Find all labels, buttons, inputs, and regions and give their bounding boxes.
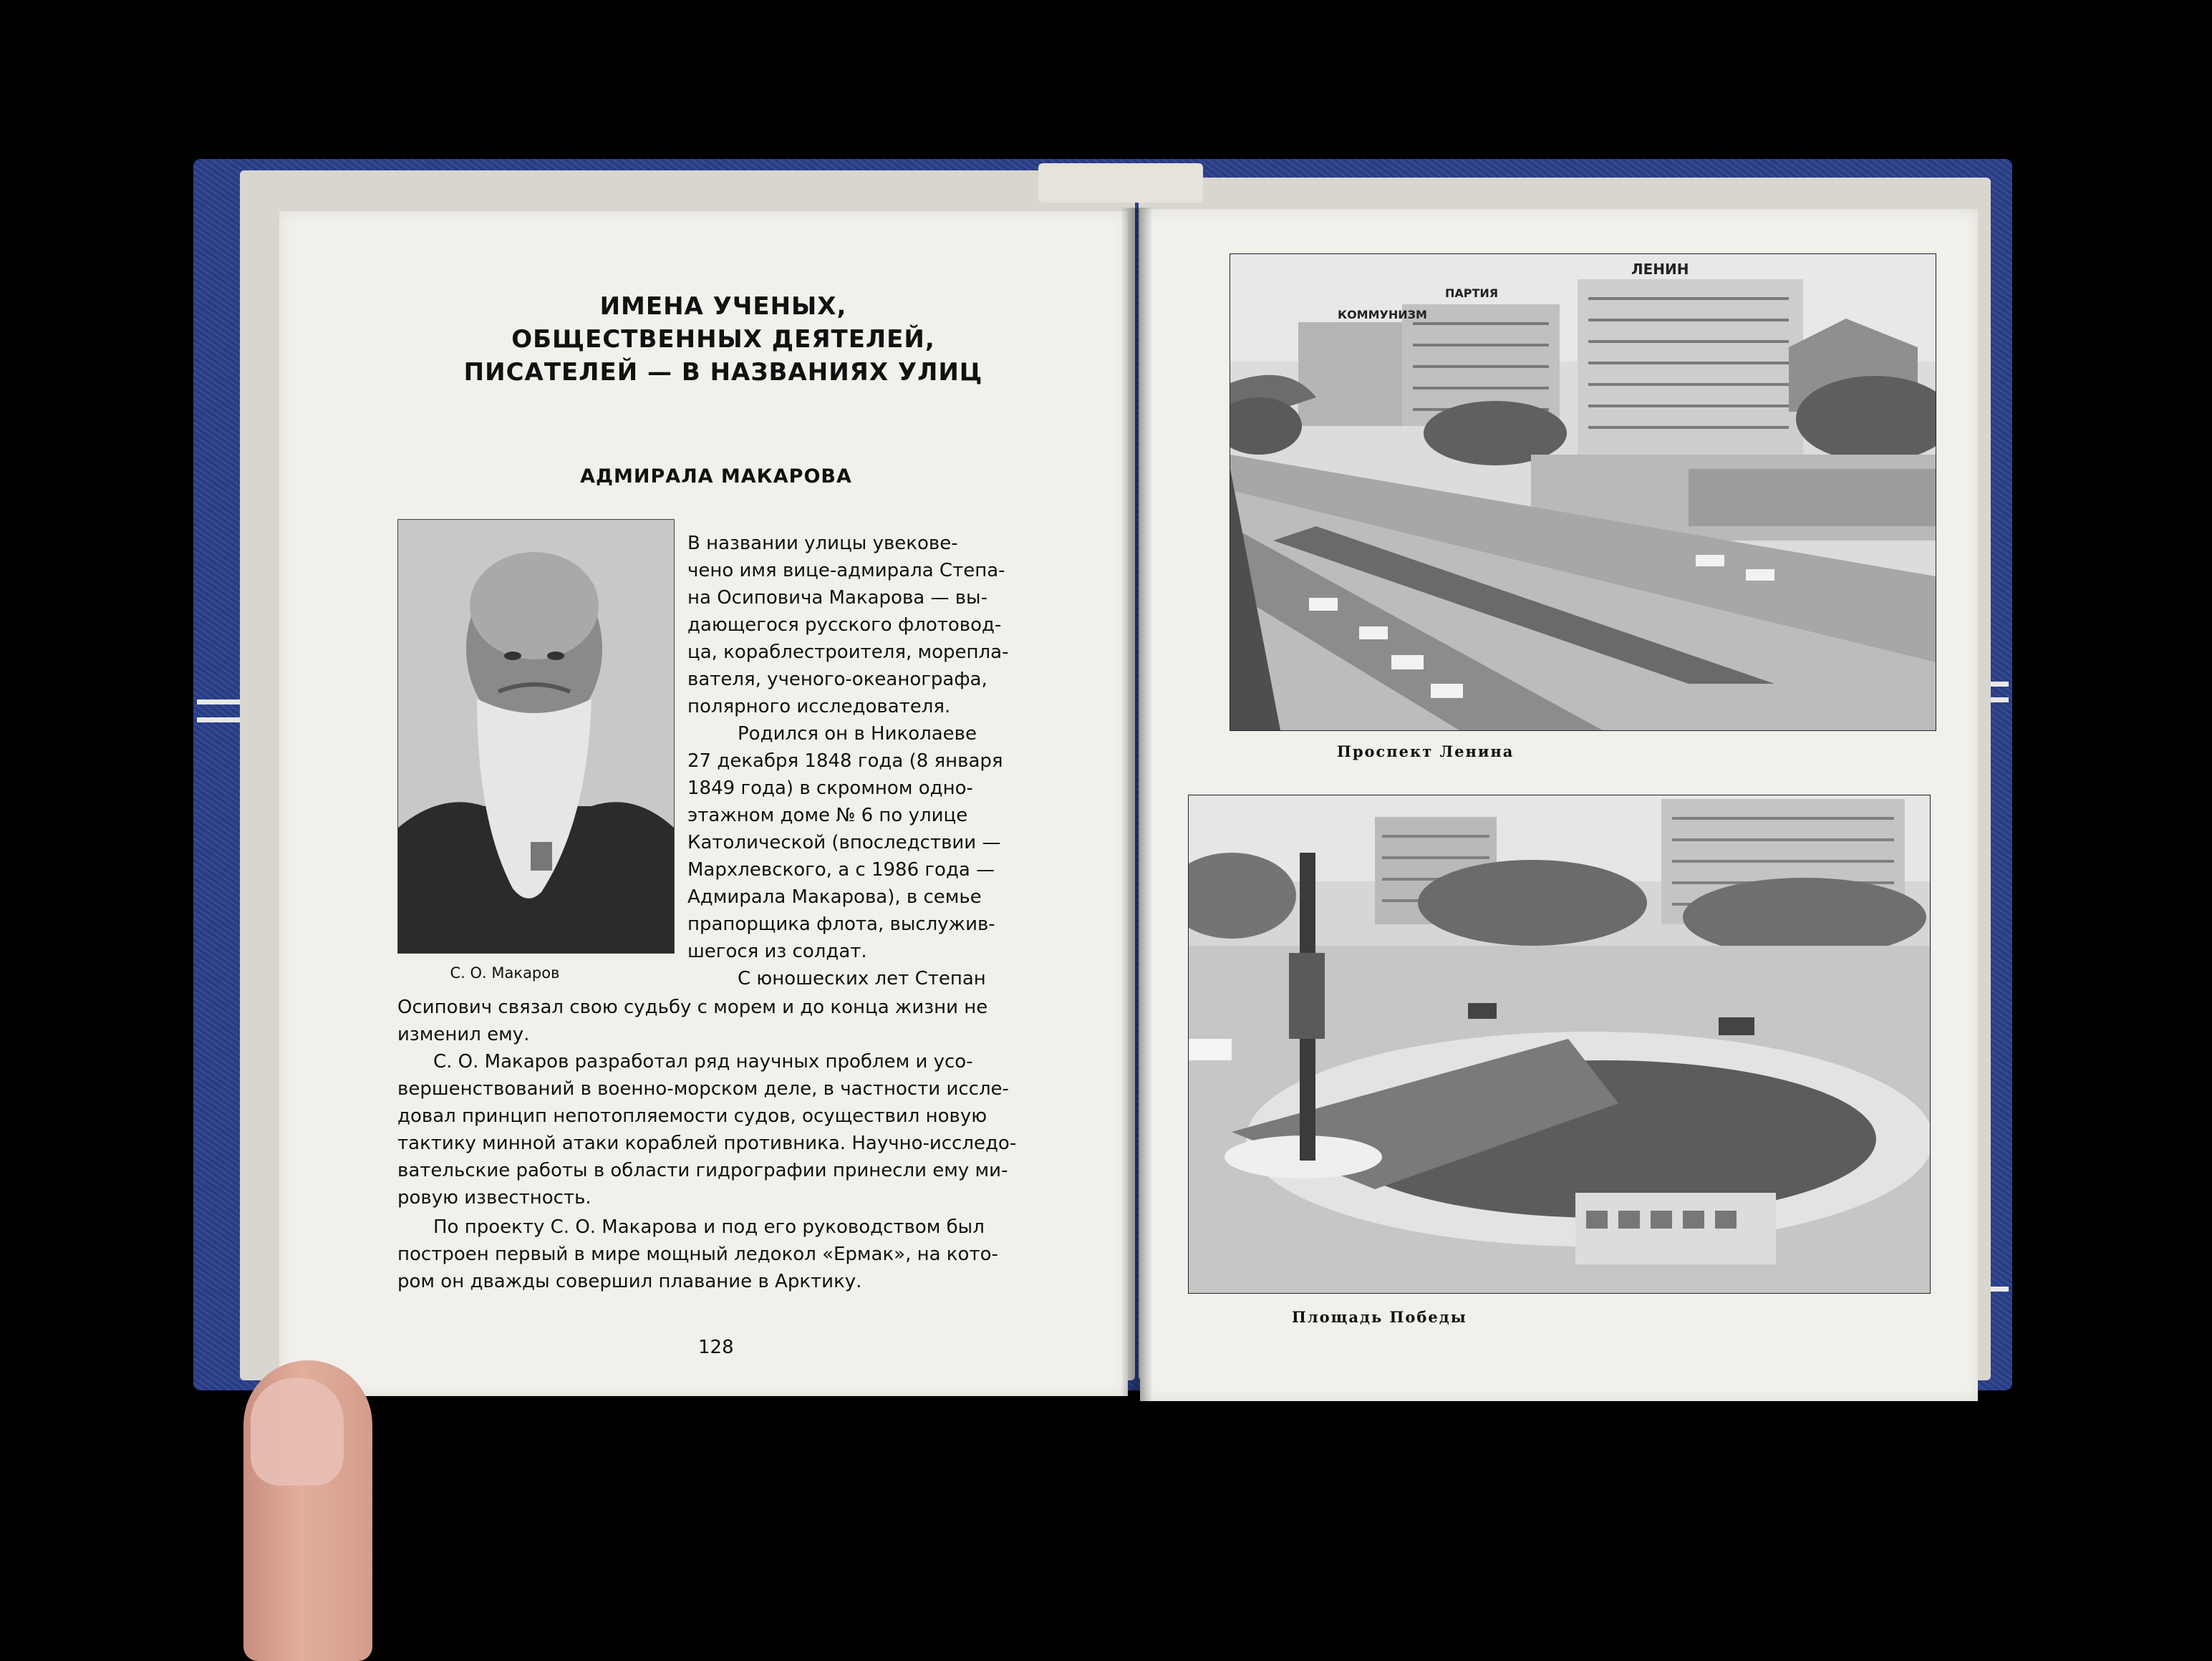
text-line: прапорщика флота, выслужив- — [687, 914, 995, 935]
text-line: 27 декабря 1848 года (8 января — [687, 750, 1003, 772]
chapter-title-line-1: ИМЕНА УЧЕНЫХ, — [599, 292, 847, 321]
left-page — [279, 211, 1128, 1396]
text-line: Осипович связал свою судьбу с морем и до конца жизни не — [397, 997, 988, 1018]
text-line: вательские работы в области гидрографии принесли ему ми- — [397, 1160, 1008, 1181]
text-line: вершенствований в военно-морском деле, в частности иссле- — [397, 1078, 1009, 1100]
text-line: ровую известность. — [397, 1187, 591, 1209]
text-line: По проекту С. О. Макарова и под его руководством был — [433, 1216, 985, 1238]
text-line: В названии улицы увекове- — [687, 533, 958, 554]
text-line: Католической (впоследствии — — [687, 832, 1001, 853]
photo-lenin-avenue — [1230, 253, 1936, 731]
text-line: Мархлевского, а с 1986 года — — [687, 859, 995, 881]
text-line: вателя, ученого-океанографа, — [687, 669, 987, 690]
text-line: шегося из солдат. — [687, 941, 867, 962]
makarov-portrait — [397, 519, 675, 954]
portrait-caption: С. О. Макаров — [450, 964, 560, 982]
text-line: Адмирала Макарова), в семье — [687, 886, 982, 908]
text-line: С. О. Макаров разработал ряд научных проблем и усо- — [433, 1051, 973, 1072]
text-line: построен первый в мире мощный ледокол «Ермак», на кото- — [397, 1244, 998, 1265]
text-line: С юношеских лет Степан — [738, 968, 986, 989]
chapter-title — [415, 290, 1031, 389]
photo-victory-square — [1188, 795, 1931, 1294]
chapter-title-line-3: ПИСАТЕЛЕЙ — В НАЗВАНИЯХ УЛИЦ — [463, 358, 983, 387]
text-line: этажном доме № 6 по улице — [687, 805, 968, 826]
text-line: изменил ему. — [397, 1024, 530, 1045]
text-line: ца, кораблестроителя, морепла- — [687, 641, 1009, 663]
page-number: 128 — [698, 1337, 734, 1358]
text-line: дающегося русского флотовод- — [687, 614, 1002, 636]
text-line: тактику минной атаки кораблей противника. Научно-исследо- — [397, 1133, 1017, 1154]
photo-caption-victory-square: Площадь Победы — [1292, 1308, 1467, 1326]
text-line: довал принцип непотопляемости судов, осуществил новую — [397, 1105, 987, 1127]
text-line: ром он дважды совершил плавание в Арктику. — [397, 1271, 862, 1292]
spine-shadow — [1121, 208, 1153, 1403]
binding-tape — [1038, 163, 1203, 203]
text-line: на Осиповича Макарова — вы- — [687, 587, 987, 609]
right-page — [1140, 209, 1978, 1401]
text-line: Родился он в Николаеве — [738, 723, 977, 745]
section-heading: АДМИРАЛА МАКАРОВА — [580, 465, 852, 488]
building-sign-1: ПАРТИЯ — [1445, 286, 1499, 300]
photo-caption-lenin-avenue: Проспект Ленина — [1337, 742, 1515, 760]
chapter-title-line-2: ОБЩЕСТВЕННЫХ ДЕЯТЕЛЕЙ, — [511, 325, 935, 354]
fingernail — [251, 1378, 344, 1486]
text-line: 1849 года) в скромном одно- — [687, 778, 973, 799]
building-sign-0: ЛЕНИН — [1631, 261, 1689, 278]
text-line: чено имя вице-адмирала Степа- — [687, 560, 1005, 581]
building-sign-2: КОММУНИЗМ — [1338, 308, 1427, 321]
text-line: полярного исследователя. — [687, 696, 951, 717]
